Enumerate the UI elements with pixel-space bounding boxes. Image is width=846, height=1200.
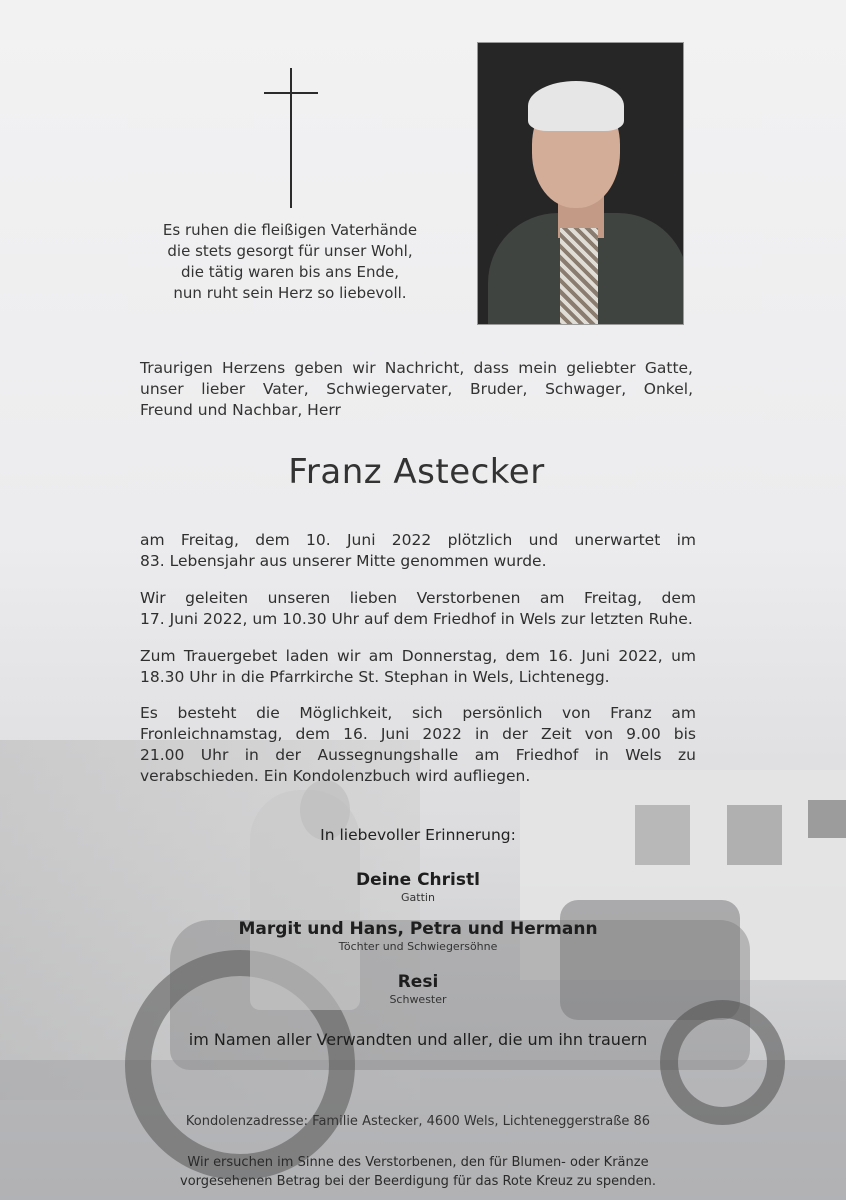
donation-note: Wir ersuchen im Sinne des Verstorbenen, den für Blumen- oder Kränze vorgesehenen Betrag bei der Beerdigung für das Rote Kreuz zu spenden.	[180, 1155, 656, 1189]
intro-text	[140, 358, 693, 421]
verse-line: Es ruhen die fleißigen Vaterhände	[162, 221, 418, 239]
portrait-photo	[478, 43, 683, 324]
intro-line: Freund und Nachbar, Herr	[140, 401, 341, 419]
mourner	[140, 972, 696, 1006]
mourner-relation: Schwester	[389, 993, 447, 1006]
mourner-name: Deine Christl	[356, 870, 480, 890]
intro-line: Traurigen Herzens geben wir Nachricht, dass mein geliebter Gatte,	[140, 359, 693, 377]
paragraph-farewell: Es besteht die Möglichkeit, sich persönlich von Franz am Fronleichnamstag, dem 16. Juni 2022 in der Zeit von 9.00 bis 21.00 Uhr in der Aussegnungshalle am Friedhof in Wels zu verabschieden. Ein Kondolenzbuch wird aufliegen.	[140, 704, 696, 785]
mourner-relation: Töchter und Schwiegersöhne	[338, 940, 498, 953]
verse-line: nun ruht sein Herz so liebevoll.	[173, 284, 407, 302]
mourner-relation: Gattin	[401, 891, 435, 904]
mourner	[140, 870, 696, 904]
verse-line: die tätig waren bis ans Ende,	[181, 263, 399, 281]
background-window	[808, 800, 846, 838]
paragraph-prayer: Zum Trauergebet laden wir am Donnerstag, dem 16. Juni 2022, um 18.30 Uhr in die Pfarrkirche St. Stephan in Wels, Lichtenegg.	[140, 647, 696, 686]
verse	[140, 220, 440, 304]
tractor-front-wheel	[660, 1000, 785, 1125]
cross-icon	[264, 68, 318, 208]
verse-line: die stets gesorgt für unser Wohl,	[167, 242, 413, 260]
mourner-name: Resi	[397, 972, 439, 992]
all-relatives-line: im Namen aller Verwandten und aller, die um ihn trauern	[188, 1030, 648, 1049]
paragraph-funeral: Wir geleiten unseren lieben Verstorbenen am Freitag, dem 17. Juni 2022, um 10.30 Uhr auf dem Friedhof in Wels zur letzten Ruhe.	[140, 589, 696, 628]
paragraph-death: am Freitag, dem 10. Juni 2022 plötzlich und unerwartet im 83. Lebensjahr aus unserer Mitte genommen wurde.	[140, 531, 696, 570]
background-window	[727, 805, 782, 865]
mourner-name: Margit und Hans, Petra und Hermann	[238, 919, 598, 939]
mourner	[140, 919, 696, 953]
deceased-name: Franz Astecker	[288, 452, 545, 492]
intro-line: unser lieber Vater, Schwiegervater, Bruder, Schwager, Onkel,	[140, 380, 693, 398]
memory-heading: In liebevoller Erinnerung:	[320, 826, 516, 844]
condolence-address: Kondolenzadresse: Familie Astecker, 4600 Wels, Lichteneggerstraße 86	[185, 1114, 651, 1129]
